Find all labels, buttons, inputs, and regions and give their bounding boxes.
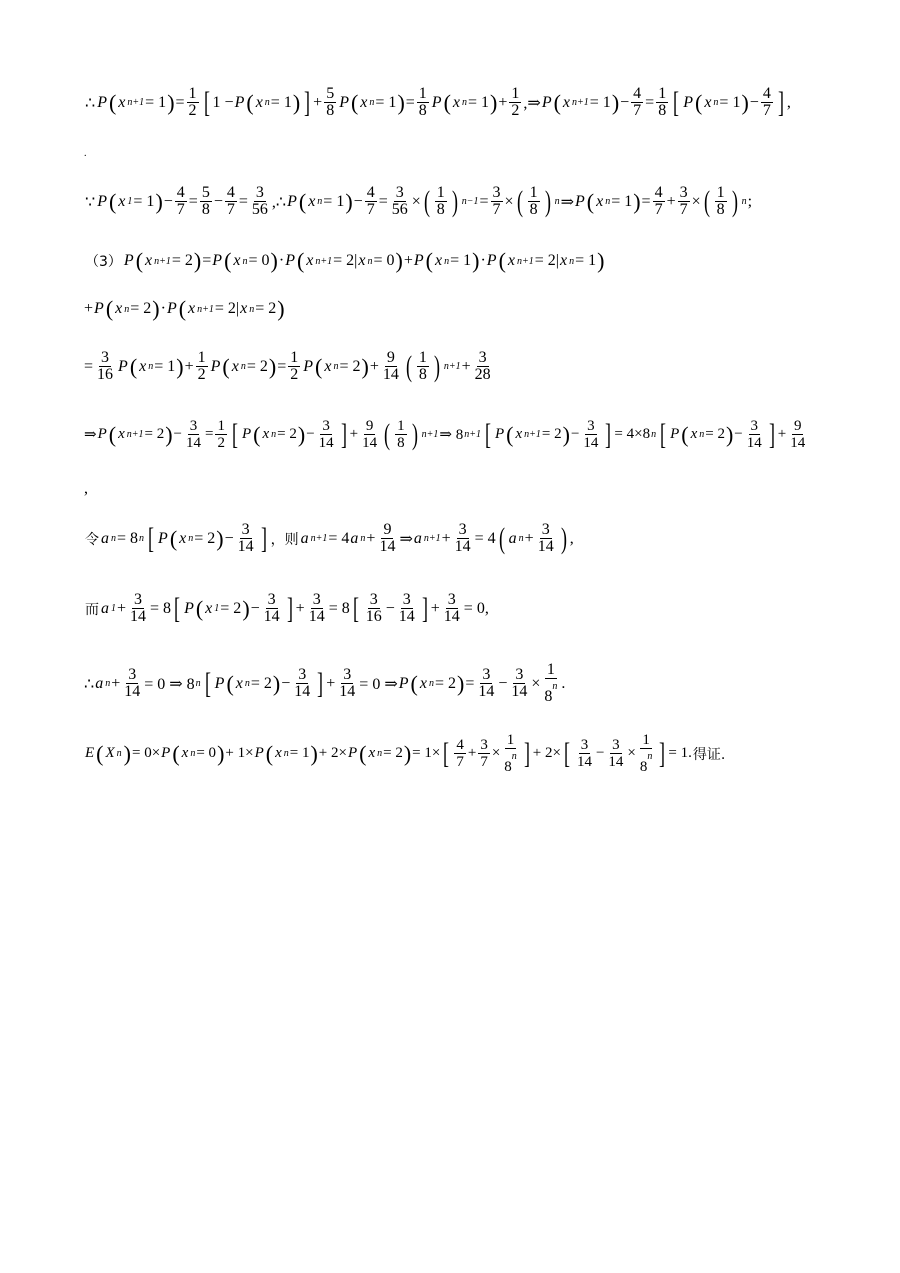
eq-line-4: + P ( x n = 2 ) · P ( x n+1 = 2| x n = 2 ) bbox=[84, 296, 285, 321]
eq-line-1: ∴ P ( x n+1 = 1 ) = $\frac{1}{2}$ [ 1 − P ( x n = 1 ) ] + $\frac{5}{8}$ P ( x n = 1 ) = $\frac{1}{8}$ P ( x n = 1 ) + $\frac{1}{2}$ ,⇒ P ( x n+1 = 1 ) − $\frac{4}{7}$ = $\frac{1}{8}$ [ P ( x n = 1 ) − $\frac{4}{7}$ ] , bbox=[85, 85, 791, 119]
eq-line-2: ∵ P ( x 1 = 1 ) − $\frac{4}{7}$ = $\frac{5}{8}$ − $\frac{4}{7}$ = $\frac{3}{56}$ ,∴ P ( x n = 1 ) − $\frac{4}{7}$ = $\frac{3}{56}$ × ( $\frac{1}{8}$ ) n−1 = $\frac{3}{7}$ × ( $\frac{1}{8}$ ) n ⇒ P ( x n = 1 ) = $\frac{4}{7}$ + $\frac{3}{7}$ × ( $\frac{1}{8}$ ) n ; bbox=[85, 184, 753, 218]
stray-comma: , bbox=[84, 480, 88, 497]
eq-line-5: = $\frac{3}{16}$ P ( x n = 1 ) + $\frac{1}{2}$ P ( x n = 2 ) = $\frac{1}{2}$ P ( x n = 2 ) + $\frac{9}{14}$ ( $\frac{1}{8}$ ) n+1 + $\frac{3}{28}$ bbox=[84, 349, 491, 383]
stray-dot: . bbox=[84, 148, 87, 159]
eq-line-7: 令 a n = 8 n [ P ( x n = 2 ) − $\frac{3}{14}$ ] ，则 a n+1 = 4 a n + $\frac{9}{14}$ ⇒ a n+1 + $\frac{3}{14}$ = 4 ( a n + $\frac{3}{14}$ ) , bbox=[85, 521, 574, 555]
eq-line-9: ∴ a n + $\frac{3}{14}$ = 0 ⇒ 8 n [ P ( x n = 2 ) − $\frac{3}{14}$ ] + $\frac{3}{14}$ = 0 ⇒ P ( x n = 2 ) = $\frac{3}{14}$ − $\frac{3}{14}$ × $\frac{1}{8^n}$ . bbox=[84, 661, 566, 705]
eq-line-6: ⇒ P ( x n+1 = 2 ) − $\frac{3}{14}$ = $\frac{1}{2}$ [ P ( x n = 2 ) − $\frac{3}{14}$ ] + $\frac{9}{14}$ ( $\frac{1}{8}$ ) n+1 ⇒ 8 n+1 [ P ( x n+1 = 2 ) − $\frac{3}{14}$ ] = 4×8 n [ P ( x n = 2 ) − $\frac{3}{14}$ ] + $\frac{9}{14}$ bbox=[84, 417, 806, 451]
part-label: （3） bbox=[85, 254, 122, 270]
eq-line-3: （3） P ( x n+1 = 2 ) = P ( x n = 0 ) · P ( x n+1 = 2| x n = 0 ) + P ( x n = 1 ) · P ( x n+1 = 2| x n = 1 ) bbox=[85, 248, 605, 273]
eq-line-8: 而 a 1 + $\frac{3}{14}$ = 8 [ P ( x 1 = 2 ) − $\frac{3}{14}$ ] + $\frac{3}{14}$ = 8 [ $\frac{3}{16}$ − $\frac{3}{14}$ ] + $\frac{3}{14}$ = 0, bbox=[85, 591, 489, 625]
eq-line-10: E ( X n ) = 0× P ( x n = 0 ) + 1× P ( x n = 1 ) + 2× P ( x n = 2 ) = 1× [ $\frac{4}{7}$ + $\frac{3}{7}$ × $\frac{1}{8^n}$ ] + 2× [ $\frac{3}{14}$ − $\frac{3}{14}$ × $\frac{1}{8^n}$ ] = 1. 得证. bbox=[85, 732, 726, 775]
